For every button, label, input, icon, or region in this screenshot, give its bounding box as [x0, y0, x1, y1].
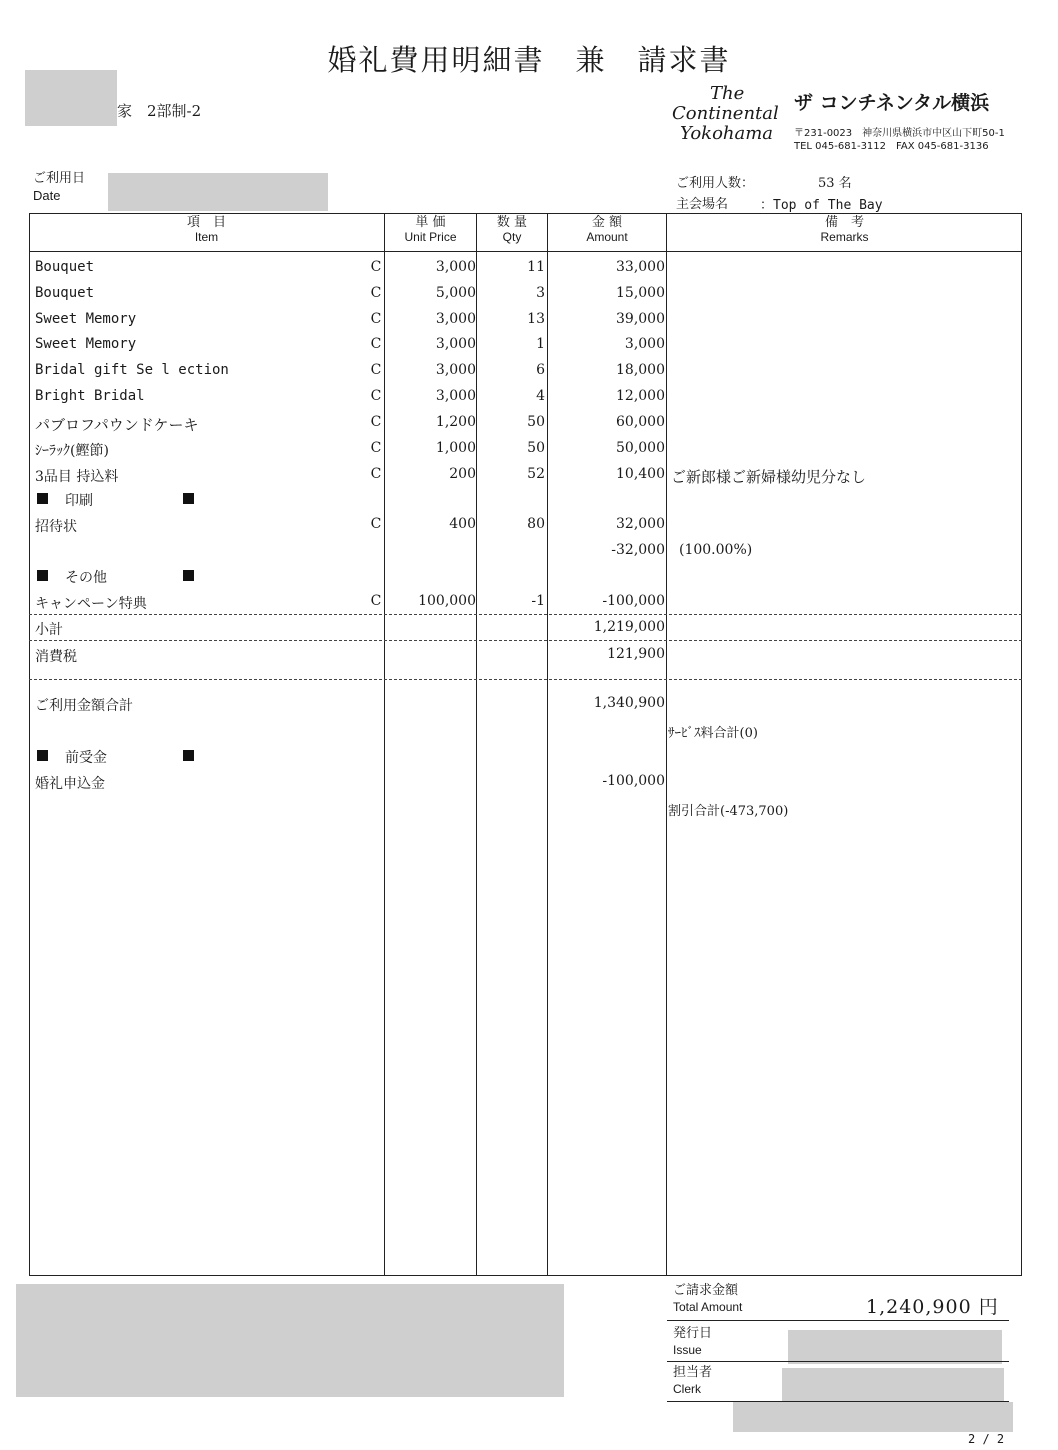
- logo-line3: Yokohama: [680, 123, 774, 144]
- row-item: ｼｰﾗｯｸ(鰹節): [35, 443, 109, 459]
- discount-note: 割引合計(-473,700): [668, 804, 789, 819]
- header-qty-en: Qty: [502, 230, 522, 244]
- row-price: 3,000: [435, 336, 476, 352]
- square-bullet-icon: [37, 493, 48, 504]
- header-amount-en: Amount: [586, 230, 628, 244]
- table-row: [29, 589, 1022, 614]
- row-code: C: [370, 259, 382, 275]
- row-amount: 50,000: [616, 440, 665, 456]
- row-qty: 50: [527, 440, 545, 456]
- total-label-ja: ご請求金額: [673, 1283, 739, 1298]
- square-bullet-icon: [37, 570, 48, 581]
- redacted-stamp: [733, 1402, 1013, 1432]
- guests-label: ご利用人数：: [676, 176, 755, 191]
- section-label: 印刷: [65, 493, 93, 509]
- row-amount: 15,000: [616, 285, 665, 301]
- header-item: [29, 215, 384, 245]
- row-qty: 80: [527, 516, 545, 532]
- subtotal-amount: 1,219,000: [593, 619, 665, 635]
- grand-total-label: ご利用金額合計: [35, 698, 133, 714]
- redacted-clerk: [782, 1368, 1004, 1402]
- grand-total-row: [29, 691, 1022, 716]
- row-price: 400: [449, 516, 476, 532]
- table-row: [29, 332, 1022, 357]
- row-code: C: [370, 466, 382, 482]
- row-item: Bridal gift Se l ection: [35, 362, 229, 378]
- row-code: C: [370, 388, 382, 404]
- subtotal-label: 小計: [35, 622, 63, 638]
- row-qty: 4: [536, 388, 545, 404]
- deposit-label: 婚礼申込金: [35, 776, 105, 792]
- service-charge-note: ｻｰﾋﾞｽ料合計(0): [668, 726, 758, 741]
- row-item: パブロフパウンドケーキ: [35, 416, 199, 434]
- hotel-phone: TEL 045-681-3112 FAX 045-681-3136: [794, 141, 989, 152]
- row-price: 1,200: [435, 414, 476, 430]
- row-price: 1,000: [435, 440, 476, 456]
- row-qty: 13: [527, 311, 545, 327]
- row-qty: 11: [527, 259, 545, 275]
- table-row: [29, 307, 1022, 332]
- row-remarks: (100.00%): [679, 542, 753, 558]
- row-amount: 18,000: [616, 362, 665, 378]
- grand-total-amount: 1,340,900: [593, 695, 665, 711]
- table-row: [29, 358, 1022, 383]
- venue-value: ：Top of The Bay: [760, 198, 883, 213]
- table-row: [29, 384, 1022, 409]
- tax-row: [29, 642, 1022, 667]
- row-price: 200: [449, 466, 476, 482]
- square-bullet-icon: [183, 750, 194, 761]
- row-qty: 1: [536, 336, 545, 352]
- total-label-en: Total Amount: [673, 1300, 743, 1314]
- section-label: 前受金: [65, 750, 107, 766]
- header-qty-ja: 数 量: [496, 215, 528, 230]
- row-qty: 52: [527, 466, 545, 482]
- deposit-amount: -100,000: [602, 773, 665, 789]
- date-label: [33, 170, 85, 204]
- table-row: [29, 410, 1022, 435]
- row-code: C: [370, 516, 382, 532]
- tax-amount: 121,900: [607, 646, 665, 662]
- row-code: C: [370, 414, 382, 430]
- row-item: Sweet Memory: [35, 336, 137, 352]
- row-code: C: [370, 593, 382, 609]
- header-item-en: Item: [194, 230, 219, 244]
- row-price: 100,000: [418, 593, 476, 609]
- square-bullet-icon: [37, 750, 48, 761]
- hotel-logo: [668, 84, 786, 144]
- guests-value: 53 名: [818, 176, 852, 191]
- header-unit-price-ja: 単 価: [415, 215, 446, 230]
- row-amount: 32,000: [616, 516, 665, 532]
- row-amount: 10,400: [616, 466, 665, 482]
- row-amount: -100,000: [602, 593, 665, 609]
- row-code: C: [370, 311, 382, 327]
- issue-divider: [667, 1361, 1009, 1362]
- row-qty: -1: [531, 593, 545, 609]
- clerk-label-ja: 担当者: [673, 1365, 713, 1380]
- row-code: C: [370, 440, 382, 456]
- row-item: Bouquet: [35, 285, 95, 301]
- row-code: C: [370, 336, 382, 352]
- logo-line2: Continental: [672, 103, 779, 124]
- table-row: [29, 462, 1022, 487]
- dashed-divider: [29, 679, 1022, 680]
- deposit-row: [29, 769, 1022, 794]
- redacted-customer-name: [25, 70, 117, 126]
- header-unit-price-en: Unit Price: [404, 230, 457, 244]
- subtotal-row: [29, 615, 1022, 640]
- section-label: その他: [65, 570, 107, 586]
- row-price: 3,000: [435, 259, 476, 275]
- customer-suffix: 家 2部制-2: [117, 102, 202, 120]
- clerk-label-en: Clerk: [673, 1382, 702, 1396]
- redacted-date: [108, 173, 328, 211]
- hotel-address: 〒231-0023 神奈川県横浜市中区山下町50-1: [794, 128, 1005, 139]
- row-amount: -32,000: [611, 542, 665, 558]
- row-item: Bouquet: [35, 259, 95, 275]
- date-label-ja: ご利用日: [33, 171, 86, 186]
- tax-label: 消費税: [35, 649, 77, 665]
- date-label-en: Date: [33, 188, 61, 203]
- row-item: Sweet Memory: [35, 311, 137, 327]
- row-amount: 60,000: [616, 414, 665, 430]
- row-amount: 39,000: [616, 311, 665, 327]
- header-remarks-ja: 備 考: [824, 215, 864, 230]
- issue-label-ja: 発行日: [673, 1326, 713, 1341]
- document-title: 婚礼費用明細書 兼 請求書: [327, 43, 731, 77]
- header-amount: [548, 215, 666, 245]
- section-prepaid: [29, 743, 1022, 768]
- row-item: Bright Bridal: [35, 388, 145, 404]
- square-bullet-icon: [183, 570, 194, 581]
- issue-label-en: Issue: [673, 1343, 702, 1357]
- table-row: [29, 436, 1022, 461]
- header-remarks: [667, 215, 1022, 245]
- row-price: 3,000: [435, 388, 476, 404]
- table-row: [29, 281, 1022, 306]
- header-unit-price: [385, 215, 476, 245]
- row-qty: 3: [536, 285, 545, 301]
- hotel-name: ザ コンチネンタル横浜: [794, 92, 990, 114]
- row-amount: 33,000: [616, 259, 665, 275]
- row-price: 3,000: [435, 362, 476, 378]
- table-row: [29, 255, 1022, 280]
- row-item: 3品目 持込料: [35, 469, 119, 485]
- total-amount-value: 1,240,900 円: [866, 1296, 999, 1318]
- row-amount: 3,000: [624, 336, 665, 352]
- venue-label: 主会場名: [676, 197, 729, 212]
- redacted-issue-date: [788, 1330, 1002, 1364]
- row-amount: 12,000: [616, 388, 665, 404]
- section-other: [29, 563, 1022, 588]
- header-divider: [29, 251, 1022, 252]
- table-row: [29, 512, 1022, 537]
- header-remarks-en: Remarks: [820, 230, 869, 244]
- header-item-ja: 項 目: [186, 215, 226, 230]
- row-code: C: [370, 285, 382, 301]
- total-divider: [667, 1320, 1009, 1321]
- header-amount-ja: 金 額: [591, 215, 623, 230]
- header-qty: [477, 215, 547, 245]
- row-price: 5,000: [435, 285, 476, 301]
- dashed-divider: [29, 640, 1022, 641]
- row-price: 3,000: [435, 311, 476, 327]
- row-qty: 50: [527, 414, 545, 430]
- square-bullet-icon: [183, 493, 194, 504]
- row-code: C: [370, 362, 382, 378]
- row-item: キャンペーン特典: [35, 596, 147, 612]
- redacted-block: [16, 1284, 564, 1397]
- row-item: 招待状: [35, 519, 77, 535]
- page-number: 2 / 2: [968, 1432, 1005, 1446]
- row-qty: 6: [536, 362, 545, 378]
- section-print: [29, 486, 1022, 511]
- table-row: [29, 538, 1022, 563]
- logo-line1: The: [710, 83, 745, 104]
- row-remarks: ご新郎様ご新婦様幼児分なし: [671, 468, 867, 486]
